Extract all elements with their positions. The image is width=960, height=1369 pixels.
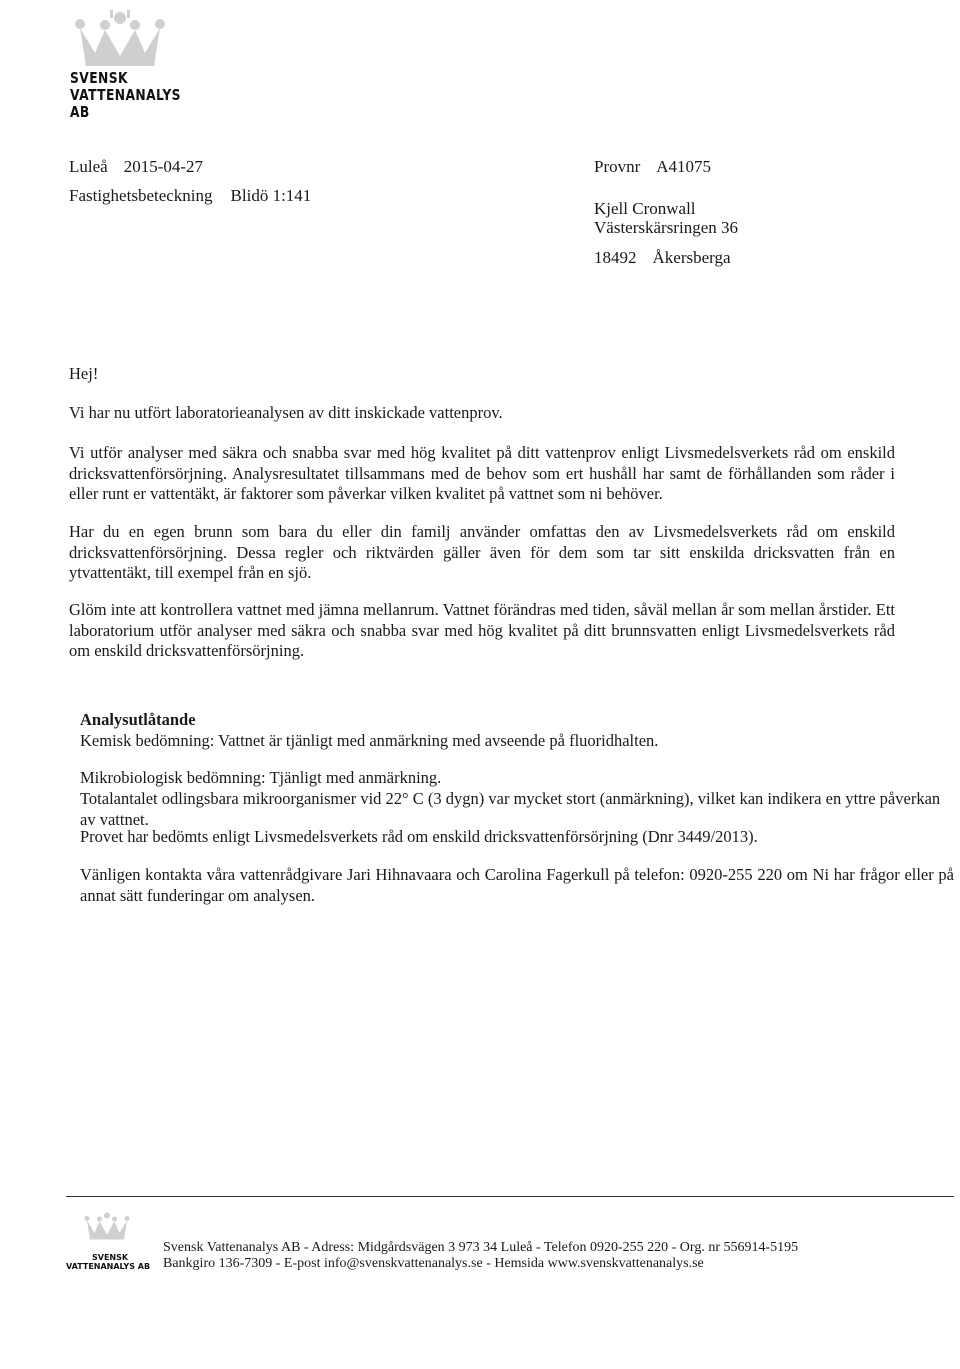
sample-value: A41075 <box>656 157 712 176</box>
footer-logo-text <box>66 1253 156 1271</box>
chemical-assessment: Kemisk bedömning: Vattnet är tjänligt med anmärkning med avseende på fluoridhalten. <box>80 731 659 750</box>
property-label: Fastighetsbeteckning <box>69 186 213 205</box>
footer-logo-line-2: VATTENANALYS AB <box>66 1262 151 1271</box>
recipient-postcode: 18492 <box>594 248 637 267</box>
recipient-address <box>594 199 738 237</box>
crown-icon <box>70 8 170 70</box>
logo-text <box>70 69 181 121</box>
total-count-note: Totalantalet odlingsbara mikroorganismer vid 22° C (3 dygn) var mycket stort (anmärkning), vilket kan indikera en yttre påverkan av vattnet. <box>80 789 941 829</box>
logo-line-2: VATTENANALYS AB <box>70 86 181 121</box>
contact-note: Vänligen kontakta våra vattenrådgivare Jari Hihnavaara och Carolina Fagerkull på telefon: 0920-255 220 om Ni har frågor eller på annat sätt funderingar om analysen. <box>80 865 954 905</box>
analysis-heading: Analysutlåtande <box>80 710 196 729</box>
footer-line-2: Bankgiro 136-7309 - E-post info@svenskvattenanalys.se - Hemsida www.svenskvattenanalys.se <box>163 1256 704 1271</box>
paragraph-analysis-info: Vi utför analyser med säkra och snabba svar med hög kvalitet på ditt vattenprov enligt Livsmedelsverkets råd om enskild dricksvattenförsörjning. Analysresultatet tillsammans med de behov som ert hushåll har samt de förhållanden som råder i eller runt er vattentäkt, är faktorer som påverkar vilken kvalitet på vattnet som ni behöver. <box>69 443 895 503</box>
footer-logo-line-1: SVENSK <box>92 1253 129 1262</box>
property-row <box>69 185 311 207</box>
footer-contact <box>163 1240 798 1272</box>
city: Luleå <box>69 157 108 176</box>
paragraph-reminder: Glöm inte att kontrollera vattnet med jämna mellanrum. Vattnet förändras med tiden, såväl mellan år som mellan årstider. Ett laboratorium utför analyser med säkra och snabba svar med hög kvalitet på ditt brunnsvatten enligt Livsmedelsverkets råd om enskild dricksvattenförsörjning. <box>69 600 895 660</box>
paragraph-intro: Vi har nu utfört laboratorieanalysen av ditt inskickade vattenprov. <box>69 403 503 422</box>
footer-divider <box>66 1196 954 1197</box>
property-value: Blidö 1:141 <box>230 186 312 205</box>
sample-label: Provnr <box>594 157 641 176</box>
date-row <box>69 156 203 178</box>
greeting: Hej! <box>69 364 99 383</box>
recipient-city-row <box>594 247 731 269</box>
guidelines-note: Provet har bedömts enligt Livsmedelsverkets råd om enskild dricksvattenförsörjning (Dnr 3449/2013). <box>80 827 758 846</box>
crown-icon <box>82 1208 132 1244</box>
recipient-city: Åkersberga <box>652 248 731 267</box>
paragraph-private-well: Har du en egen brunn som bara du eller din familj använder omfattas den av Livsmedelsverkets råd om enskild dricksvattenförsörjning. Dessa regler och riktvärden gäller även för dem som tar sitt enskilda dricksvatten från en ytvattentäkt, till exempel från en sjö. <box>69 522 895 582</box>
sample-row <box>594 156 711 178</box>
logo-line-1: SVENSK <box>70 69 128 87</box>
date: 2015-04-27 <box>123 157 204 176</box>
microbiological-assessment: Mikrobiologisk bedömning: Tjänligt med anmärkning. <box>80 768 442 787</box>
footer-logo <box>66 1208 156 1271</box>
recipient-name: Kjell Cronwall <box>594 199 696 218</box>
footer-line-1: Svensk Vattenanalys AB - Adress: Midgårdsvägen 3 973 34 Luleå - Telefon 0920-255 220 - Org. nr 556914-5195 <box>163 1240 799 1255</box>
recipient-street: Västerskärsringen 36 <box>594 218 738 237</box>
company-logo <box>70 8 200 121</box>
